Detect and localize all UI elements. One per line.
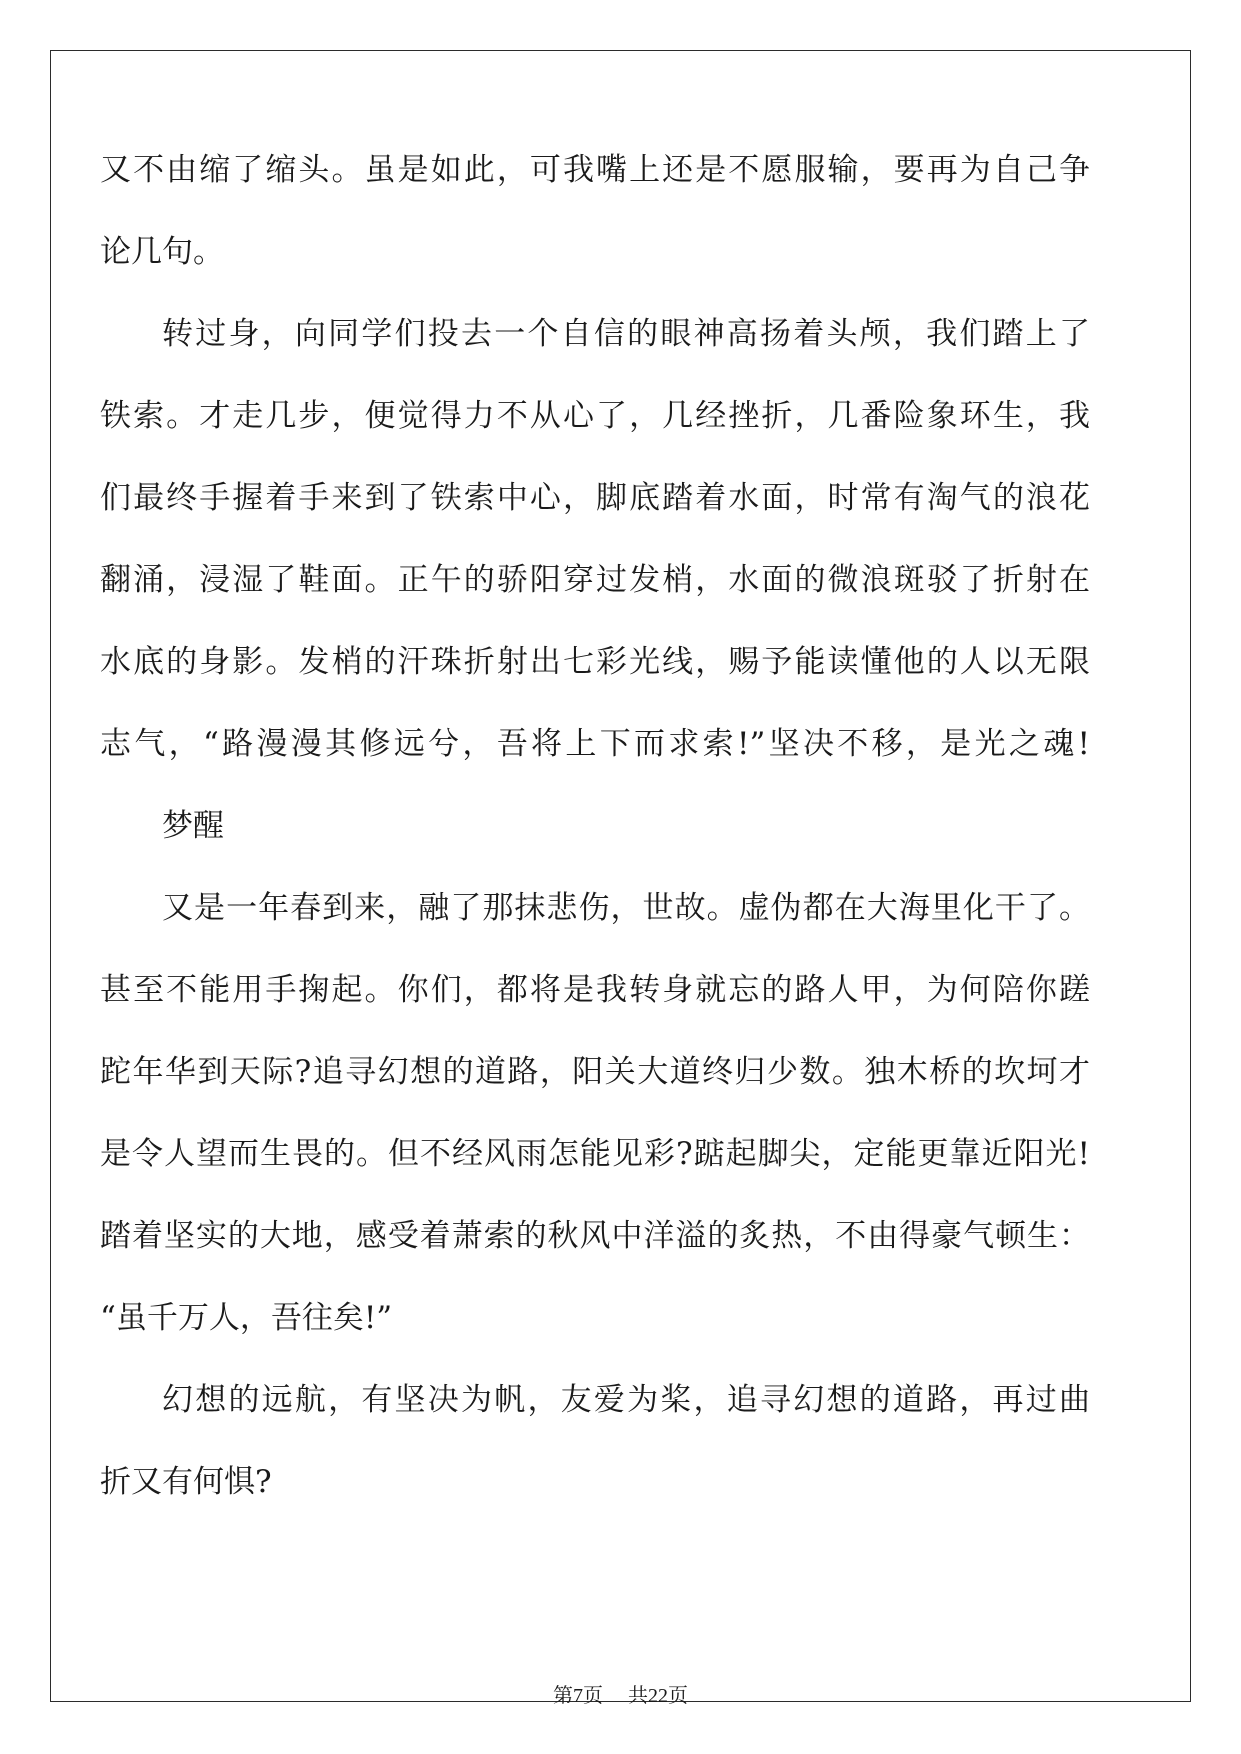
text-line-17: 折又有何惧? xyxy=(100,1464,272,1500)
text-line-15: “虽千万人，吾往矣!” xyxy=(100,1300,393,1336)
text-line-1: 又不由缩了缩头。虽是如此，可我嘴上还是不愿服输，要再为自己争 xyxy=(100,152,1090,188)
text-line-6: 翻涌，浸湿了鞋面。正午的骄阳穿过发梢，水面的微浪斑驳了折射在 xyxy=(100,562,1090,598)
text-line-5: 们最终手握着手来到了铁索中心，脚底踏着水面，时常有淘气的浪花 xyxy=(100,480,1090,516)
page-border xyxy=(50,50,1191,1702)
text-line-16: 幻想的远航，有坚决为帆，友爱为桨，追寻幻想的道路，再过曲 xyxy=(162,1382,1090,1418)
text-line-14: 踏着坚实的大地，感受着萧索的秋风中洋溢的炙热，不由得豪气顿生： xyxy=(100,1218,1090,1254)
page-number-footer: 第7页 共22页 xyxy=(553,1685,688,1707)
text-line-12: 跎年华到天际?追寻幻想的道路，阳关大道终归少数。独木桥的坎坷才 xyxy=(100,1054,1090,1090)
text-line-3: 转过身，向同学们投去一个自信的眼神高扬着头颅，我们踏上了 xyxy=(162,316,1090,352)
text-line-13: 是令人望而生畏的。但不经风雨怎能见彩?踮起脚尖，定能更靠近阳光! xyxy=(100,1136,1090,1172)
text-line-10: 又是一年春到来，融了那抹悲伤，世故。虚伪都在大海里化干了。 xyxy=(162,890,1090,926)
section-heading: 梦醒 xyxy=(162,808,224,844)
text-line-7: 水底的身影。发梢的汗珠折射出七彩光线，赐予能读懂他的人以无限 xyxy=(100,644,1090,680)
text-line-11: 甚至不能用手掬起。你们，都将是我转身就忘的路人甲，为何陪你蹉 xyxy=(100,972,1090,1008)
text-line-8: 志气，“路漫漫其修远兮，吾将上下而求索!”坚决不移，是光之魂! xyxy=(100,726,1090,762)
text-line-2: 论几句。 xyxy=(100,234,224,270)
text-line-4: 铁索。才走几步，便觉得力不从心了，几经挫折，几番险象环生，我 xyxy=(100,398,1090,434)
